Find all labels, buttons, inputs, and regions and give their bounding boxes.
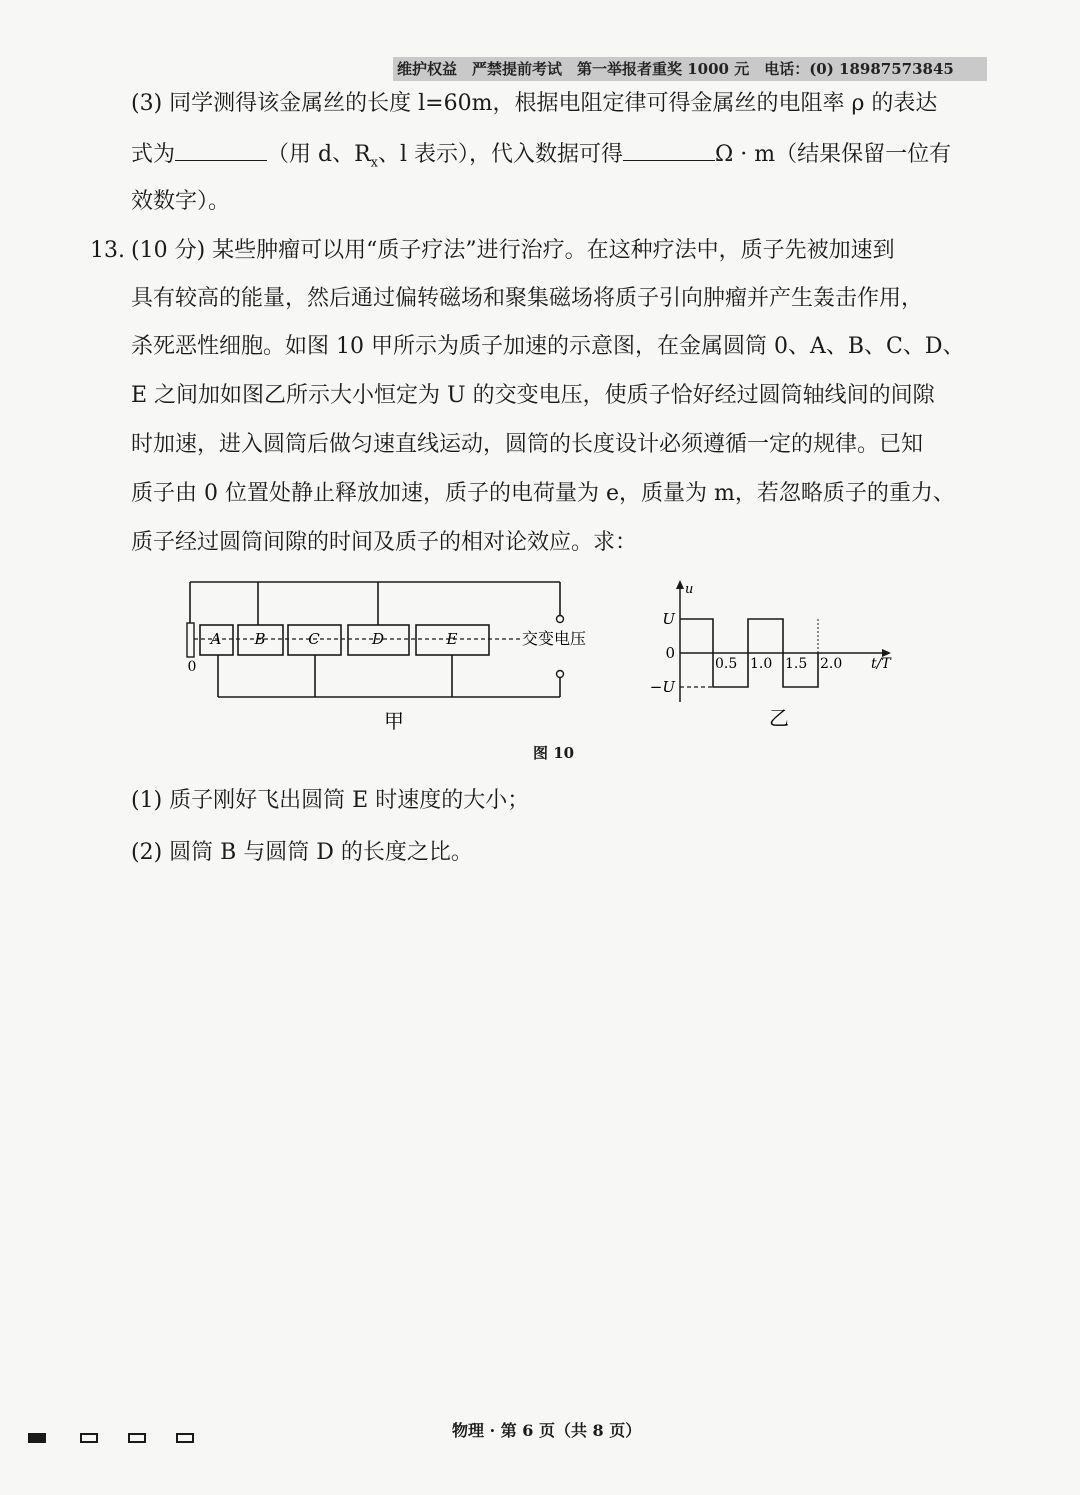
- q13-sub1: (1) 质子刚好飞出圆筒 E 时速度的大小；: [131, 788, 530, 813]
- figure-yi-voltage-graph: [645, 577, 905, 735]
- page-marker-empty-2: [128, 1433, 146, 1443]
- tick-2-0: 2.0: [820, 656, 843, 672]
- label-a: A: [210, 630, 222, 648]
- label-c: C: [308, 630, 320, 648]
- tick-1-0: 1.0: [750, 656, 773, 672]
- label-ac-source: 交变电压: [522, 629, 587, 648]
- q13-line5: 时加速，进入圆筒后做匀速直线运动，圆筒的长度设计必须遵循一定的规律。已知: [131, 432, 924, 457]
- page-marker-empty-1: [80, 1433, 98, 1443]
- x-axis-label: t/T: [871, 656, 891, 672]
- label-u-high: U: [662, 610, 675, 628]
- page-marker-empty-3: [176, 1433, 194, 1443]
- q13-line4: E 之间加如图乙所示大小恒定为 U 的交变电压，使质子恰好经过圆筒轴线间的间隙: [131, 383, 935, 408]
- q12-line2-c: 、l 表示），代入数据可得: [378, 142, 624, 167]
- q12-line2-b: （用 d、R: [267, 142, 371, 167]
- figure-caption: 图 10: [533, 744, 575, 762]
- terminal-bottom: [557, 671, 564, 678]
- q13-line2: 具有较高的能量，然后通过偏转磁场和聚集磁场将质子引向肿瘤并产生轰击作用，: [131, 286, 924, 311]
- q12-line2-sub: x: [370, 155, 379, 171]
- answer-blank-expression[interactable]: [175, 138, 267, 161]
- figure-yi-label: 乙: [769, 706, 789, 730]
- q12-part3-line1: (3) 同学测得该金属丝的长度 l=60m，根据电阻定律可得金属丝的电阻率 ρ 的表达: [131, 91, 938, 116]
- label-b: B: [254, 630, 266, 648]
- label-zero: 0: [187, 659, 197, 675]
- q13-line7: 质子经过圆筒间隙的时间及质子的相对论效应。求：: [131, 530, 638, 555]
- q13-line3: 杀死恶性细胞。如图 10 甲所示为质子加速的示意图，在金属圆筒 0、A、B、C、D、: [131, 334, 965, 359]
- copyright-banner: 维护权益 严禁提前考试 第一举报者重奖 1000 元 电话：(0) 18987573845: [393, 57, 987, 81]
- q12-line2-a: 式为: [131, 142, 176, 167]
- q12-part3-line2: [131, 138, 951, 178]
- q12-part3-line3: 效数字）。: [131, 189, 231, 214]
- q13-line1: (10 分) 某些肿瘤可以用“质子疗法”进行治疗。在这种疗法中，质子先被加速到: [131, 238, 895, 263]
- label-u-low: −U: [649, 678, 675, 696]
- label-e: E: [446, 630, 458, 648]
- answer-blank-value[interactable]: [623, 138, 715, 161]
- label-zero-y: 0: [665, 644, 675, 662]
- figure-jia-label: 甲: [384, 709, 404, 733]
- y-axis-label: u: [685, 582, 694, 597]
- q13-number: 13.: [90, 238, 125, 263]
- tick-0-5: 0.5: [715, 656, 738, 672]
- tick-1-5: 1.5: [785, 656, 808, 672]
- q13-line6: 质子由 0 位置处静止释放加速，质子的电荷量为 e，质量为 m，若忽略质子的重力、: [131, 481, 955, 506]
- page-marker-filled: [28, 1433, 46, 1443]
- q12-line2-d: Ω · m（结果保留一位有: [715, 142, 952, 167]
- plate-0: [187, 623, 194, 657]
- q13-sub2: (2) 圆筒 B 与圆筒 D 的长度之比。: [131, 840, 473, 865]
- label-d: D: [371, 630, 385, 648]
- figure-jia-accelerator-diagram: [175, 575, 615, 735]
- y-axis-arrow: [676, 580, 684, 589]
- page-footer: 物理 · 第 6 页（共 8 页）: [452, 1421, 642, 1440]
- terminal-top: [557, 616, 564, 623]
